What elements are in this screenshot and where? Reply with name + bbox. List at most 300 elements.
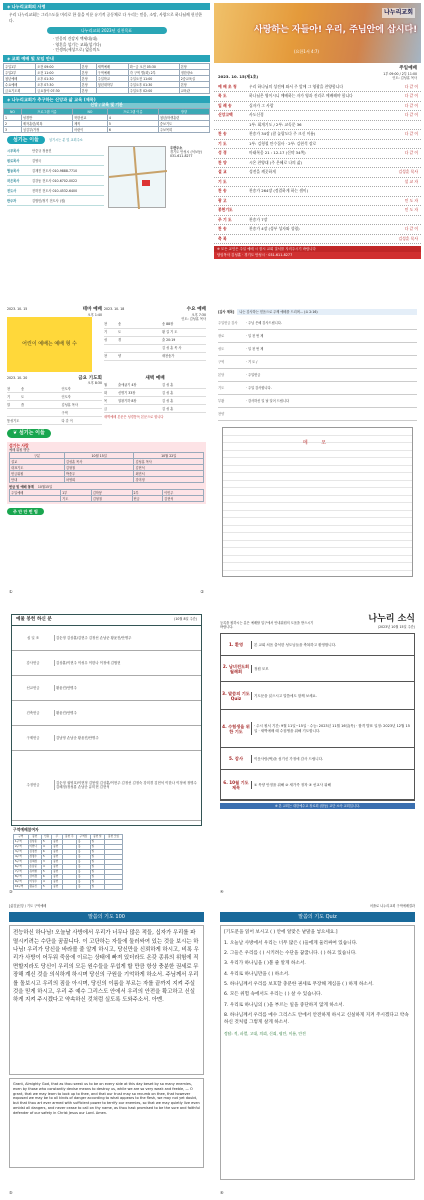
roster-cell: 이성우	[28, 879, 42, 884]
order-text: 찬송가 4장 (성부 성자와 성령)	[249, 226, 300, 232]
thanks-label: 찬양	[218, 412, 225, 416]
program-cell: 제직	[73, 121, 108, 127]
roster-cell: 홍	[77, 839, 91, 844]
order-who: 김성훈 목사	[398, 235, 418, 241]
order-item: 기 도	[218, 178, 227, 184]
news-label: 6. 10월 기도 제목	[223, 779, 249, 790]
staff-role: 시무목사	[7, 148, 20, 153]
schedule-line-cell: 도	[21, 394, 25, 399]
wednesday-rows	[104, 321, 206, 361]
roster-cell: 9구역	[14, 879, 29, 884]
news-text: · 수시 원서 기간: 9월 11일~15일 · 수능: 2023년 11월 16일(목) · 합격 발표 일정: 2023년 12월 15일 · 새벽예배 때 수험생을 위해 기도합니다.	[251, 722, 414, 735]
schedule-line-cell: 화	[104, 390, 108, 395]
program-cell: 4	[107, 115, 158, 121]
roster-table	[13, 834, 123, 890]
program-cell: 중보기도	[158, 121, 209, 127]
serve-cell: 강미정	[134, 477, 204, 483]
news-intro: 등록을 원하시는 분은 예배할 입구에서 안내위원의 도움을 받으시기 바랍니다.	[220, 621, 314, 630]
offering-category: 감사헌금	[26, 660, 40, 665]
page-number: ④	[220, 889, 224, 894]
order-item: 입 례 송	[218, 102, 232, 108]
roster-cell: 홍	[77, 879, 91, 884]
schedule-cell: 정한장소	[179, 70, 209, 76]
roster-cell: 김상훈	[28, 839, 42, 844]
news-item	[221, 656, 414, 682]
order-row	[214, 178, 421, 188]
order-row	[214, 187, 421, 197]
offering-names: 황윤진/안명주	[54, 685, 201, 691]
roster-title: 구역예배참여자	[13, 827, 39, 832]
offer-cell: 김학봉	[91, 490, 132, 496]
order-who: 김성훈 목사	[398, 169, 418, 175]
roster-cell: 홍	[77, 844, 91, 849]
roster-cell: 3구역	[14, 849, 29, 854]
schedule-line-cell: 송 88장	[162, 322, 174, 327]
schedule-line-cell: 경	[118, 338, 122, 343]
order-item: 찬 양	[218, 159, 227, 165]
news-title: 나누리 소식	[368, 614, 415, 624]
thanks-verse: 나는 감사하는 믿음으로 주께 예배를 드리며... (요 2:16)	[237, 309, 417, 315]
schedule-line-cell: 인도자	[61, 386, 71, 391]
quiz-question: 5. 하나님께서 우리를 보호할 충분한 권세로 무장해 계심을 ( ) 하게 하소서.	[224, 981, 374, 987]
offering-category: 선교헌금	[26, 685, 40, 690]
staff-name: 김영국	[32, 158, 42, 163]
serve-row	[10, 477, 204, 483]
order-item: 찬 송	[218, 131, 227, 137]
address-label: 우편주소	[170, 146, 183, 151]
staff-row	[7, 166, 104, 176]
schedule-cell: 오후 01:30	[36, 76, 81, 82]
schedule-line-cell: 월	[104, 382, 108, 387]
roster-cell: 3	[42, 859, 52, 864]
news-text: 기도문을 읽으시고 말씀에도 함께 보세요.	[251, 692, 414, 700]
order-text: 십자가 그 사랑	[249, 102, 274, 108]
schedule-cell: 주일2부	[4, 70, 36, 76]
roster-cell: 6	[42, 849, 52, 854]
order-item: 광 고	[218, 197, 227, 203]
schedule-line-cell: 도	[118, 330, 122, 335]
roster-cell: 홍	[77, 849, 91, 854]
schedule-line-cell: 신명기 33장	[118, 390, 136, 395]
staff-row	[7, 146, 104, 156]
quiz-question: 6. 모든 위험 속에서도 우리는 ( ) 살 수 있습니다.	[224, 992, 323, 998]
offering-category: 십 일 조	[27, 635, 39, 640]
program-cell: 주보목회	[158, 127, 209, 133]
box-title: 테마 예배	[82, 307, 102, 312]
serve-tab	[7, 429, 51, 437]
news-label: 3. 말씀의 기도 Quiz	[222, 690, 250, 701]
roster-cell: 일	[90, 839, 105, 844]
offering-names: 김순정 김상훈/김현주 김정선 손남준 황윤진/안명주	[54, 635, 201, 641]
program-cell: 성경반	[21, 115, 72, 121]
thanks-label: 주일헌금 감사	[218, 321, 238, 325]
order-text: 우리 하나님의 성전에 와서 주 앞에 그 영광을 찬양합니다	[249, 83, 344, 89]
goal-title: 나누리교회 2023년 실천목표	[47, 27, 167, 34]
order-text: 성전을 깨끗하게	[249, 169, 276, 175]
roster-cell: 손남준	[28, 864, 42, 869]
schedule-cell	[96, 88, 128, 94]
roster-cell: 1구역	[14, 839, 29, 844]
order-who: 다 같 이	[404, 150, 418, 156]
thanks-row	[218, 330, 417, 343]
schedule-cell: 2층교육실	[179, 76, 209, 82]
thanks-row	[218, 356, 417, 369]
staff-row	[7, 196, 104, 206]
box-title: 새벽 예배	[145, 375, 165, 381]
dawn-rows	[104, 381, 206, 413]
bulletin-page-2	[214, 3, 421, 299]
schedule-line-cell: 인도자	[61, 394, 71, 399]
page-number: ⑤	[9, 1190, 13, 1195]
roster-head-cell: 구역장	[77, 834, 91, 839]
roster-cell: 6	[42, 874, 52, 879]
order-row	[214, 149, 421, 159]
schedule-line-cell: 김 성 훈 목 사	[162, 346, 182, 351]
offer-title: 헌금 및 예배 통계	[9, 485, 34, 490]
order-text: 1부: 김형철 안수집사 · 2부: 김현석 장로	[249, 140, 317, 146]
thanks-row	[218, 395, 417, 408]
roster-cell: 7구역	[14, 869, 29, 874]
schedule-cell: 구역예배	[96, 70, 128, 76]
schedule-cell: 각 구역 별(화) 2부	[128, 70, 179, 76]
roster-cell: 황윤진	[28, 884, 42, 889]
serve-tab-label: 섬기는 이들	[18, 430, 45, 437]
schedule-cell: 본당	[80, 88, 96, 94]
offering-title: 예물 봉헌 하신 분	[16, 617, 52, 622]
order-who: 다 같 이	[404, 131, 418, 137]
order-row	[214, 102, 421, 112]
schedule-line-cell: 열왕기하 8장	[118, 398, 137, 403]
dawn-note: 새벽예배 본문은 성경통독 본문으로 합니다	[104, 415, 164, 420]
roster-cell: 유미현	[28, 869, 42, 874]
schedule-line-cell: 황 길 기 도	[162, 330, 178, 335]
bulletin-page-7	[3, 900, 210, 1196]
schedule-cell: 주일오전 11:00	[128, 76, 179, 82]
box-date: 2023. 10. 15	[7, 307, 28, 311]
order-who: 다 같 이	[404, 83, 418, 89]
roster-cell: 일	[90, 859, 105, 864]
goal-item: · 믿음의 건강지 액세대(대)	[53, 35, 98, 41]
staff-name: 전허진 전도사 010-4532-6400	[32, 188, 78, 193]
thanks-text: · 주일헌금	[246, 373, 261, 377]
service-title: 주일예배	[399, 66, 417, 71]
order-item: 찬 송	[218, 188, 227, 194]
offering-names: 김남영 손남준 황윤진/안명주	[54, 735, 201, 741]
prayer-head: [삶감]신앙 / 기도 구역예배	[9, 904, 47, 908]
schedule-line-cell: 찬	[104, 322, 108, 327]
banner-verse: (요한1서 4:7)	[294, 49, 319, 54]
schedule-cell: 주일1부	[4, 64, 36, 70]
order-row	[214, 197, 421, 207]
order-row	[214, 235, 421, 245]
news-item	[221, 634, 414, 656]
roster-cell: 봉헌	[52, 874, 62, 879]
address-text: 경기도 안성시 (석보동)	[170, 150, 203, 155]
box-title: 금요 기도회	[78, 375, 102, 381]
order-item: 성 경	[218, 150, 227, 156]
order-item: 찬 송	[218, 226, 227, 232]
church-map	[108, 146, 166, 208]
offer-cell: 2부	[132, 490, 163, 496]
news-item	[221, 748, 414, 770]
roster-cell: 4	[42, 844, 52, 849]
order-who: 인 도 자	[404, 197, 418, 203]
order-item: 설 교	[218, 169, 227, 175]
quiz-question: 3. 우리가 하나님을 ( )볼 줄 알게 하소서.	[224, 961, 306, 967]
offer-cell: 주일예배	[10, 490, 61, 496]
schedule-line-cell: 새찬송가	[162, 354, 175, 359]
schedule-cell: 본당	[80, 82, 96, 88]
worship-order	[214, 83, 421, 245]
news-label: 1. 환영	[228, 642, 244, 648]
box-date: 2023. 10. 20	[7, 375, 28, 380]
offering-row	[12, 726, 201, 751]
offer-cell: 김현석	[163, 496, 204, 502]
program-cell: 6	[107, 127, 158, 133]
roster-cell: 4	[42, 864, 52, 869]
roster-cell: 김정선	[28, 849, 42, 854]
prog-head: 방향	[158, 109, 209, 115]
schedule-line	[7, 409, 102, 417]
roster-cell: 홍	[77, 864, 91, 869]
program-cell: 섬김부/가정	[21, 127, 72, 133]
staff-row	[7, 156, 104, 166]
schedule-row	[4, 88, 210, 94]
quiz-question: 1. 오늘날 사방에서 우리는 너무 많은 ( )들에게 둘러싸여 있습니다.	[224, 940, 358, 946]
offer-row	[10, 496, 204, 502]
mission-text: 우리 나누리교회는 그리스도를 머리로 한 몸을 이룬 유기적 공동체로 다 우리는 믿음, 소망, 사랑으로 하나님께 헌신한다.	[9, 12, 202, 23]
schedule-line	[104, 405, 206, 413]
box-time: 오후 8:30	[87, 381, 102, 386]
schedule-cell: 청년예배	[4, 76, 36, 82]
offer-cell	[10, 496, 61, 502]
quiz-head: 어플로 나누리교회 구역예배결과	[369, 904, 415, 908]
roster-cell: 일	[90, 849, 105, 854]
offering-row	[12, 701, 201, 726]
prog-head: NO	[73, 109, 108, 115]
footer-pastor: 담임목사 김성훈 · 경기도 안성시 · 031-611-8277	[214, 252, 421, 258]
schedule-cell: 금요철야 07:30	[36, 88, 81, 94]
quiz-intro: [기도문을 읽어 보시고 ( ) 안에 알맞은 낱말을 넣으세요.]	[224, 930, 338, 936]
quiz-question: 2. 그들은 우리를 ( ) 시키려는 수단을 꿈꿉니다. ( ) 하고 있습니다.	[224, 950, 357, 956]
staff-name: 김재진 전도사 010-9888-7710	[32, 168, 78, 173]
roster-cell: 홍	[77, 854, 91, 859]
serve-cell: 김형철	[64, 465, 134, 471]
prayer-korean: 전능하신 하나님! 오늘날 사방에서 우리가 너무나 많은 적들, 십자가 우리를 파멸시키려는 수단을 꿈꿉니다. 이 고단하는 자들에 둘러싸여 있는 것을 보시는 하나님! 우리가 당신을 바라볼 줄 알게 하시고, 당신만을 신뢰하게 하시고, 비록 우리가 사방이 어두워 죽음에 이르는 상태에 빠져 있더라도 온갖 종류의 위험에 직면할지라도 당신이 우리의 모든 원수들을 무섭게 할 만큼 항상 충분한 권세로 무장해 계신 것을 의식하게 하시며 당신의 구원을 기억하게 하소서. 주님께서 우리를 돌보시고 우리의 짐을 아시며, 당신의 이름을 부르는 자를 끝까지 지켜 주실 것을 믿게 하시고, 우리 주 예수 그리스도 안에서 우리의 안전을 확고하고 신실하게 지켜 주시겠다고 약속하신 것처럼 실도록 도와주소서. 아멘.	[9, 925, 204, 1075]
dawn-service-box	[104, 376, 206, 426]
goal-item: · 영혼을 섬기는 교회(섬기다)	[53, 41, 102, 47]
program-cell: 북한선교	[73, 115, 108, 121]
news-label: 2. 남녀전도회 월례회	[222, 663, 250, 674]
order-item: 봉헌기도	[218, 207, 233, 213]
goal-item: · 인생의(세상으로) 없음의도	[53, 47, 100, 53]
schedule-line-cell: 김 성 훈	[162, 382, 174, 387]
bulletin-page-6	[214, 600, 421, 895]
roster-cell: 5	[42, 869, 52, 874]
schedule-line-cell: 씀	[21, 402, 25, 407]
program-cell: 1	[4, 115, 22, 121]
offering-row	[12, 751, 201, 821]
roster-cell: 이한나	[28, 844, 42, 849]
order-text: 찬송가 7장	[249, 216, 268, 222]
prayer-english: Grant, Almighty God, that as thou seest us to be on every side at this day beset by so many enemies, even by those who constantly devise means to destroy us, while we are so very weak and feeble, — O grant, that we may learn to look up to thee, and that our trust may so recumb on thee, that however exposed we may be to all kinds of danger according to what appears to the flesh, we may not yet doubt, but that thou art ever armed with sufficient power to terrify our enemies, so that we may quietly live even amidst all dangers, and never cease to call on thy name, as thou hast promised to be the sure and faithful defender of our safety in Christ Jesus our Lord. Amen.	[9, 1078, 204, 1168]
thanks-label: 성도	[218, 347, 225, 351]
order-row	[214, 140, 421, 150]
offering-names: 김상훈/이현주 이성우 이한나 이정애 김범현	[54, 660, 201, 666]
order-item: 축 복	[218, 235, 227, 241]
program-cell: 청년/학생훈련	[158, 115, 209, 121]
order-item: 예 배 초 청	[218, 83, 237, 89]
staff-title: 섬기는 이들	[7, 136, 45, 144]
schedule-cell: 본당	[80, 64, 96, 70]
order-who: 다 같 이	[404, 112, 418, 118]
offer-cell: 헌금	[132, 496, 163, 502]
quiz-question: 8. 하나님께서 우리를 예수 그리스도 안에서 안전하게 하시고 신실하게 지켜 주시겠다고 약속하신 것처럼 그렇게 살게 하소서.	[224, 1013, 409, 1026]
schedule-cell: 오전 09:00	[36, 64, 81, 70]
schedule-line	[104, 337, 206, 345]
schedule-line-cell: 성	[104, 338, 108, 343]
schedule-line	[104, 381, 206, 389]
order-row	[214, 159, 421, 169]
roster-cell: 홍	[77, 884, 91, 889]
order-who: 설 교 자	[404, 178, 418, 184]
roster-cell: 홍	[77, 859, 91, 864]
bulletin-page-8	[214, 900, 421, 1196]
roster-cell: 4구역	[14, 854, 29, 859]
quiz-question: 7. 우리로 하나님의 ( )을 부르는 일을 중단하지 않게 하소서.	[224, 1002, 345, 1008]
offering-row	[12, 651, 201, 676]
program-cell: 제자훈련/회복	[21, 121, 72, 127]
roster-row	[14, 884, 123, 889]
thanks-text: · 일 천 번 제	[246, 347, 264, 351]
thanks-label: 기도	[218, 386, 225, 390]
memo-box[interactable]	[222, 427, 413, 577]
serve-table	[9, 452, 204, 483]
news-text: 정원 모모	[251, 665, 414, 673]
schedule-line-cell: 출 20:19	[162, 338, 176, 343]
staff-row	[7, 176, 104, 186]
schedule-cell: 화~금 오전 05:30	[128, 64, 179, 70]
page-number: ①	[9, 589, 13, 594]
serve-cell: 대표기도	[10, 465, 65, 471]
roster-cell: 5구역	[14, 859, 29, 864]
schedule-line-cell: 찬	[7, 386, 11, 391]
roster-cell: 일	[90, 874, 105, 879]
news-date: (2023년 10월 15일 주간)	[377, 625, 415, 630]
schedule-cell: 주일학교	[96, 76, 128, 82]
serve-cell: 헌금위원	[10, 471, 65, 477]
offering-row	[12, 676, 201, 701]
prog-head: 프로그램 이름	[21, 109, 72, 115]
roster-cell: 홍	[77, 869, 91, 874]
news-text: ① 목양 안정을 위해 ② 새가족 정착 ③ 선교사 위해	[251, 781, 414, 789]
footer-note: ※ 모든 교인은 주일 예배 시 잠시 교회 질서를 지켜주시기 바랍니다	[214, 246, 421, 252]
news-text: 이웃사랑(떡)을 섬기신 가정에 감사 드립니다.	[251, 755, 414, 763]
schedule-cell: 청년대학부	[96, 82, 128, 88]
roster-cell: 정명수	[28, 854, 42, 859]
staff-name: 김강동 전도사 010-6702-0022	[32, 178, 78, 183]
offering-date: (10월 8일 주간)	[174, 617, 197, 621]
order-item: 주 기 도	[218, 216, 232, 222]
thanks-table	[218, 317, 417, 421]
staff-role: 원로목사	[7, 158, 20, 163]
staff-name: 안중규 정용진	[32, 148, 52, 153]
news-text: 본 교회 처음 출석한 성도님들을 축복하고 환영합니다.	[251, 641, 414, 649]
thanks-text: · 기 도 /	[246, 360, 258, 364]
roster-cell: 김혜정	[28, 859, 42, 864]
order-who: 인 도 자	[404, 207, 418, 213]
program-title: 신앙 / 교육 및 기관	[3, 103, 210, 108]
serve-head: 10월 22일	[134, 453, 204, 459]
schedule-cell: 주일오후 02:00	[128, 88, 179, 94]
schedule-line	[104, 329, 206, 337]
thanks-label: 부활	[218, 399, 225, 403]
roster-cell: 봉헌	[52, 884, 62, 889]
news-item	[221, 770, 414, 800]
schedule-line	[7, 417, 102, 425]
schedule-cell: 금요기도회	[4, 88, 36, 94]
roster-cell: 강미경	[28, 874, 42, 879]
schedule-line-cell: 송	[118, 322, 122, 327]
roster-cell: 봉헌	[52, 844, 62, 849]
phone-number: 031-611-8277	[170, 154, 193, 159]
offer-cell: 기도	[61, 496, 92, 502]
roster-head-cell: 봉헌 주	[62, 834, 77, 839]
news-item	[221, 710, 414, 748]
box-time: 오후 1:40	[87, 312, 102, 317]
program-cell: 3	[4, 127, 22, 133]
schedule-line-cell: 김성훈 목사	[61, 402, 78, 407]
roster-cell	[105, 884, 123, 889]
section-heading-programs: ◈ 나누리교회가 추구하는 신앙과 삶 교육 (제목)	[3, 96, 210, 103]
roster-cell	[62, 884, 77, 889]
order-row	[214, 168, 421, 178]
offering-category: 주정헌금	[26, 783, 40, 788]
roster-head-cell: 봉헌	[28, 834, 42, 839]
order-row	[214, 121, 421, 131]
thanks-text: · 감사하신 일 날 일어 드립니다	[246, 399, 290, 403]
bulletin-page-3	[3, 305, 210, 595]
order-who: 다 같 이	[404, 226, 418, 232]
schedule-line	[104, 353, 206, 361]
autumn-banner	[214, 3, 421, 63]
serve-cell: 안내	[10, 477, 65, 483]
schedule-line	[104, 389, 206, 397]
thanks-heading: [감사 제목]	[218, 310, 235, 314]
schedule-line-cell: 김 성 훈	[162, 398, 174, 403]
schedule-line	[104, 397, 206, 405]
roster-cell: 봉헌	[52, 854, 62, 859]
roster-cell: 일	[90, 869, 105, 874]
announce-tab: 주 안 안 번 팀	[7, 508, 44, 515]
serve-cell: 설교	[10, 459, 65, 465]
schedule-cell: 본당	[179, 82, 209, 88]
section-heading-mission: ◈ 나누리교회의 사명	[3, 3, 210, 10]
offering-names: 황윤진/안명주	[54, 710, 201, 716]
prayer-title: 말씀의 기도 100	[9, 912, 204, 922]
news-list	[220, 633, 415, 801]
offer-cell: 김형철	[91, 496, 132, 502]
roster-cell: 일	[90, 884, 105, 889]
serve-head: 구분	[10, 453, 65, 459]
staff-role: 협동목사	[7, 168, 20, 173]
order-row	[214, 92, 421, 102]
thanks-label: 장로	[218, 334, 225, 338]
map-graphic	[109, 147, 167, 209]
roster-cell: 일	[90, 854, 105, 859]
schedule-line	[7, 401, 102, 409]
schedule-line-cell: 김 성 훈	[162, 406, 174, 411]
